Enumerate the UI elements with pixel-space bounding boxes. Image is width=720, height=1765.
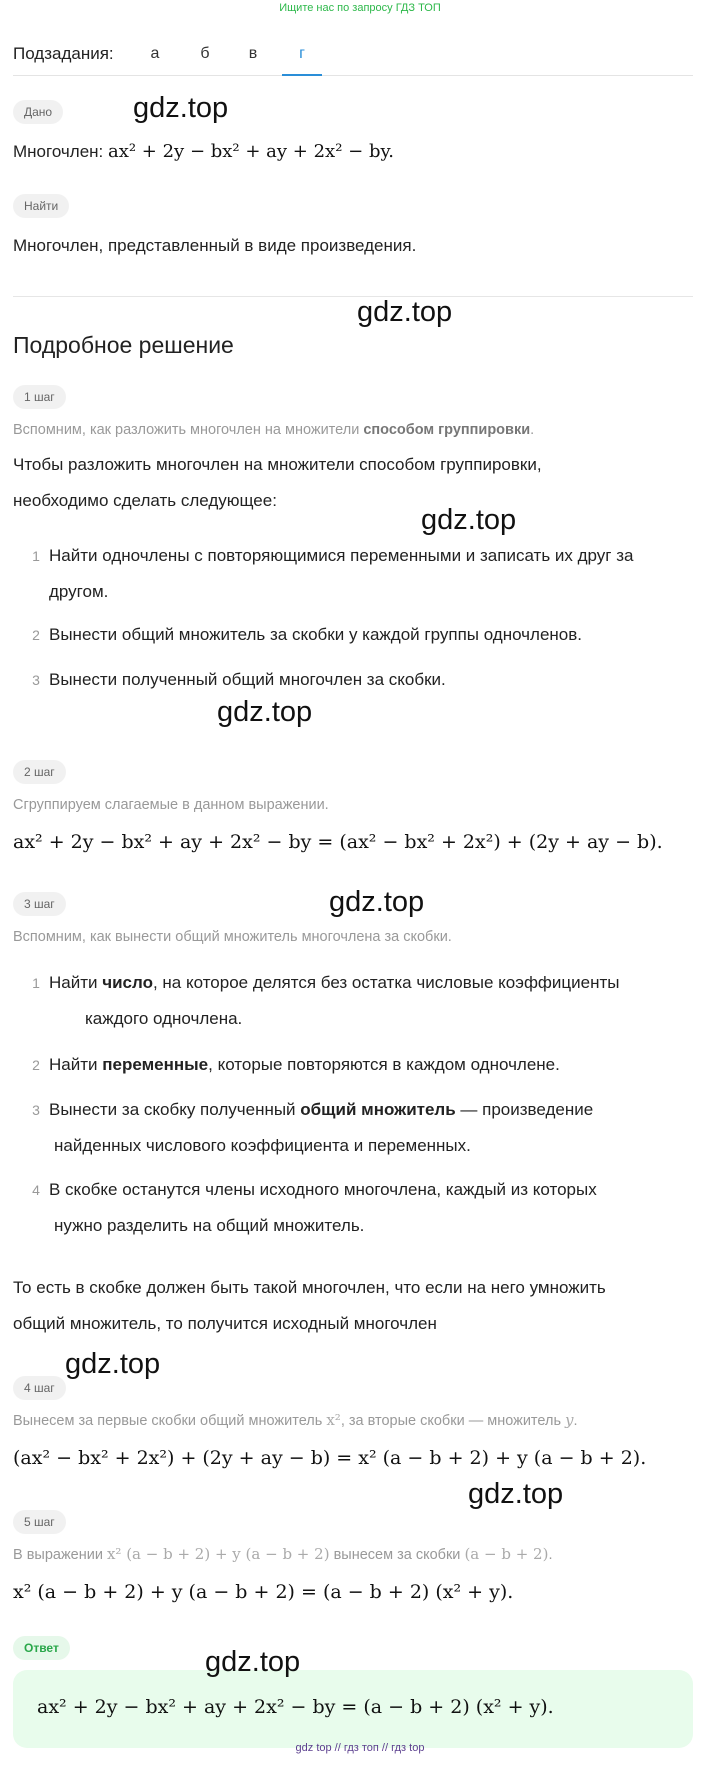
- step4-hint: [13, 1410, 703, 1431]
- step1-hint-post: .: [530, 422, 535, 438]
- given-expr: ax² + 2y − bx² + ay + 2x² − by.: [107, 141, 394, 162]
- step1-hint-pre: Вспомним, как разложить многочлен на множители: [13, 422, 364, 438]
- top-banner[interactable]: Ищите нас по запросу ГДЗ ТОП: [279, 2, 441, 14]
- step3-item2-post: , которые повторяются в каждом одночлене.: [208, 1055, 560, 1074]
- tab-g[interactable]: г: [282, 45, 322, 76]
- step1-item3-line1: Вынести полученный общий многочлен за скобки.: [49, 670, 446, 689]
- step3-chip: 3 шаг: [13, 892, 66, 916]
- find-chip: Найти: [13, 194, 69, 218]
- step1-item2-line1: Вынести общий множитель за скобки у каждой группы одночленов.: [49, 625, 583, 644]
- step3-note1: То есть в скобке должен быть такой многочлен, что если на него умножить: [13, 1278, 606, 1297]
- step5-hint-m2: (a − b + 2): [464, 1545, 549, 1563]
- watermark: gdz.top: [468, 1478, 564, 1510]
- watermark: gdz.top: [357, 296, 453, 328]
- step4-expr: (ax² − bx² + 2x²) + (2y + ay − b) = x² (a − b + 2) + y (a − b + 2).: [13, 1447, 647, 1469]
- tab-a[interactable]: а: [150, 45, 160, 62]
- step3-item4-line1: В скобке останутся члены исходного многочлена, каждый из которых: [49, 1180, 597, 1199]
- watermark: gdz.top: [205, 1646, 301, 1678]
- step3-item1-pre: Найти: [49, 973, 103, 992]
- step1-list-item-3: [13, 662, 703, 698]
- given-text: [13, 134, 703, 170]
- step4-hint-post: .: [573, 1413, 578, 1429]
- step3-hint: Вспомним, как вынести общий множитель многочлена за скобки.: [13, 929, 452, 945]
- step3-item1-line2: каждого одночлена.: [85, 1009, 243, 1028]
- step2-chip: 2 шаг: [13, 760, 66, 784]
- step2-hint: Сгруппируем слагаемые в данном выражении.: [13, 797, 329, 813]
- step3-item3-bold: общий множитель: [300, 1100, 456, 1119]
- step3-list-num-3: 3: [32, 1102, 40, 1118]
- given-chip: Дано: [13, 100, 63, 124]
- step5-chip: 5 шаг: [13, 1510, 66, 1534]
- watermark: gdz.top: [329, 886, 425, 918]
- step3-item1-post: , на которое делятся без остатка числовые коэффициенты: [152, 973, 620, 992]
- step5-expr: x² (a − b + 2) + y (a − b + 2) = (a − b + 2) (x² + y).: [13, 1581, 514, 1603]
- step4-hint-pre: Вынесем за первые скобки общий множитель: [13, 1413, 327, 1429]
- step1-list-num-1: 1: [32, 548, 40, 564]
- step1-line2: необходимо сделать следующее:: [13, 491, 277, 510]
- step2-expr: ax² + 2y − bx² + ay + 2x² − by = (ax² − bx² + 2x²) + (2y + ay − b).: [13, 831, 663, 853]
- step3-note2: общий множитель, то получится исходный многочлен: [13, 1314, 437, 1333]
- step1-item1-line1: Найти одночлены с повторяющимися переменными и записать их друг за: [49, 546, 634, 565]
- step3-item2-bold: переменные: [102, 1055, 209, 1074]
- step1-list-num-3: 3: [32, 672, 40, 688]
- step1-chip: 1 шаг: [13, 385, 66, 409]
- step1-list-num-2: 2: [32, 627, 40, 643]
- solution-title: Подробное решение: [13, 332, 234, 358]
- tab-v[interactable]: в: [248, 45, 258, 62]
- answer-box: [13, 1670, 693, 1748]
- step3-list-item-4: [13, 1172, 703, 1244]
- step3-list-item-1: [13, 965, 703, 1037]
- step1-hint: [13, 420, 703, 440]
- step5-hint-post: .: [548, 1547, 553, 1563]
- step1-list-item-2: [13, 617, 703, 653]
- tab-b[interactable]: б: [200, 45, 210, 62]
- footer[interactable]: gdz top // гдз топ // гдз top: [295, 1742, 425, 1754]
- step1-line1: Чтобы разложить многочлен на множители способом группировки,: [13, 455, 542, 474]
- step3-list-num-4: 4: [32, 1182, 40, 1198]
- step3-item4-line2: нужно разделить на общий множитель.: [54, 1216, 365, 1235]
- step3-item1-bold: число: [102, 973, 153, 992]
- watermark: gdz.top: [133, 92, 229, 124]
- step3-item3-line1: [49, 1092, 703, 1128]
- step5-hint: [13, 1544, 703, 1565]
- step4-hint-m1: x²: [326, 1411, 341, 1429]
- step4-chip: 4 шаг: [13, 1376, 66, 1400]
- step5-hint-pre: В выражении: [13, 1547, 107, 1563]
- step3-list-item-3: [13, 1092, 703, 1164]
- step3-item3-pre: Вынести за скобку полученный: [49, 1100, 301, 1119]
- watermark: gdz.top: [217, 696, 313, 728]
- step4-hint-m2: y: [565, 1411, 574, 1429]
- watermark: gdz.top: [421, 504, 517, 536]
- step1-hint-bold: способом группировки: [363, 422, 531, 438]
- step5-hint-m1: x² (a − b + 2) + y (a − b + 2): [106, 1545, 330, 1563]
- given-label: Многочлен:: [13, 142, 108, 161]
- step5-hint-mid: вынесем за скобки: [329, 1547, 465, 1563]
- step3-item3-post: — произведение: [455, 1100, 594, 1119]
- step4-hint-mid: , за вторые скобки — множитель: [340, 1413, 566, 1429]
- find-text: Многочлен, представленный в виде произведения.: [13, 236, 417, 255]
- step3-item2-pre: Найти: [49, 1055, 103, 1074]
- step1-item1-line2: другом.: [49, 582, 109, 601]
- step3-item3-line2: найденных числового коэффициента и переменных.: [54, 1136, 471, 1155]
- answer-expr: ax² + 2y − bx² + ay + 2x² − by = (a − b + 2) (x² + y).: [37, 1696, 554, 1718]
- step3-list-num-2: 2: [32, 1057, 40, 1073]
- answer-chip: Ответ: [13, 1636, 70, 1660]
- step1-list-item-1: [13, 538, 703, 610]
- step3-item1-line1: [49, 965, 703, 1001]
- divider: [13, 296, 693, 297]
- step3-list-item-2: [13, 1047, 703, 1083]
- watermark: gdz.top: [65, 1348, 161, 1380]
- step3-list-num-1: 1: [32, 975, 40, 991]
- subtasks-label: Подзадания:: [13, 44, 114, 63]
- subtasks-tabs: [13, 44, 693, 76]
